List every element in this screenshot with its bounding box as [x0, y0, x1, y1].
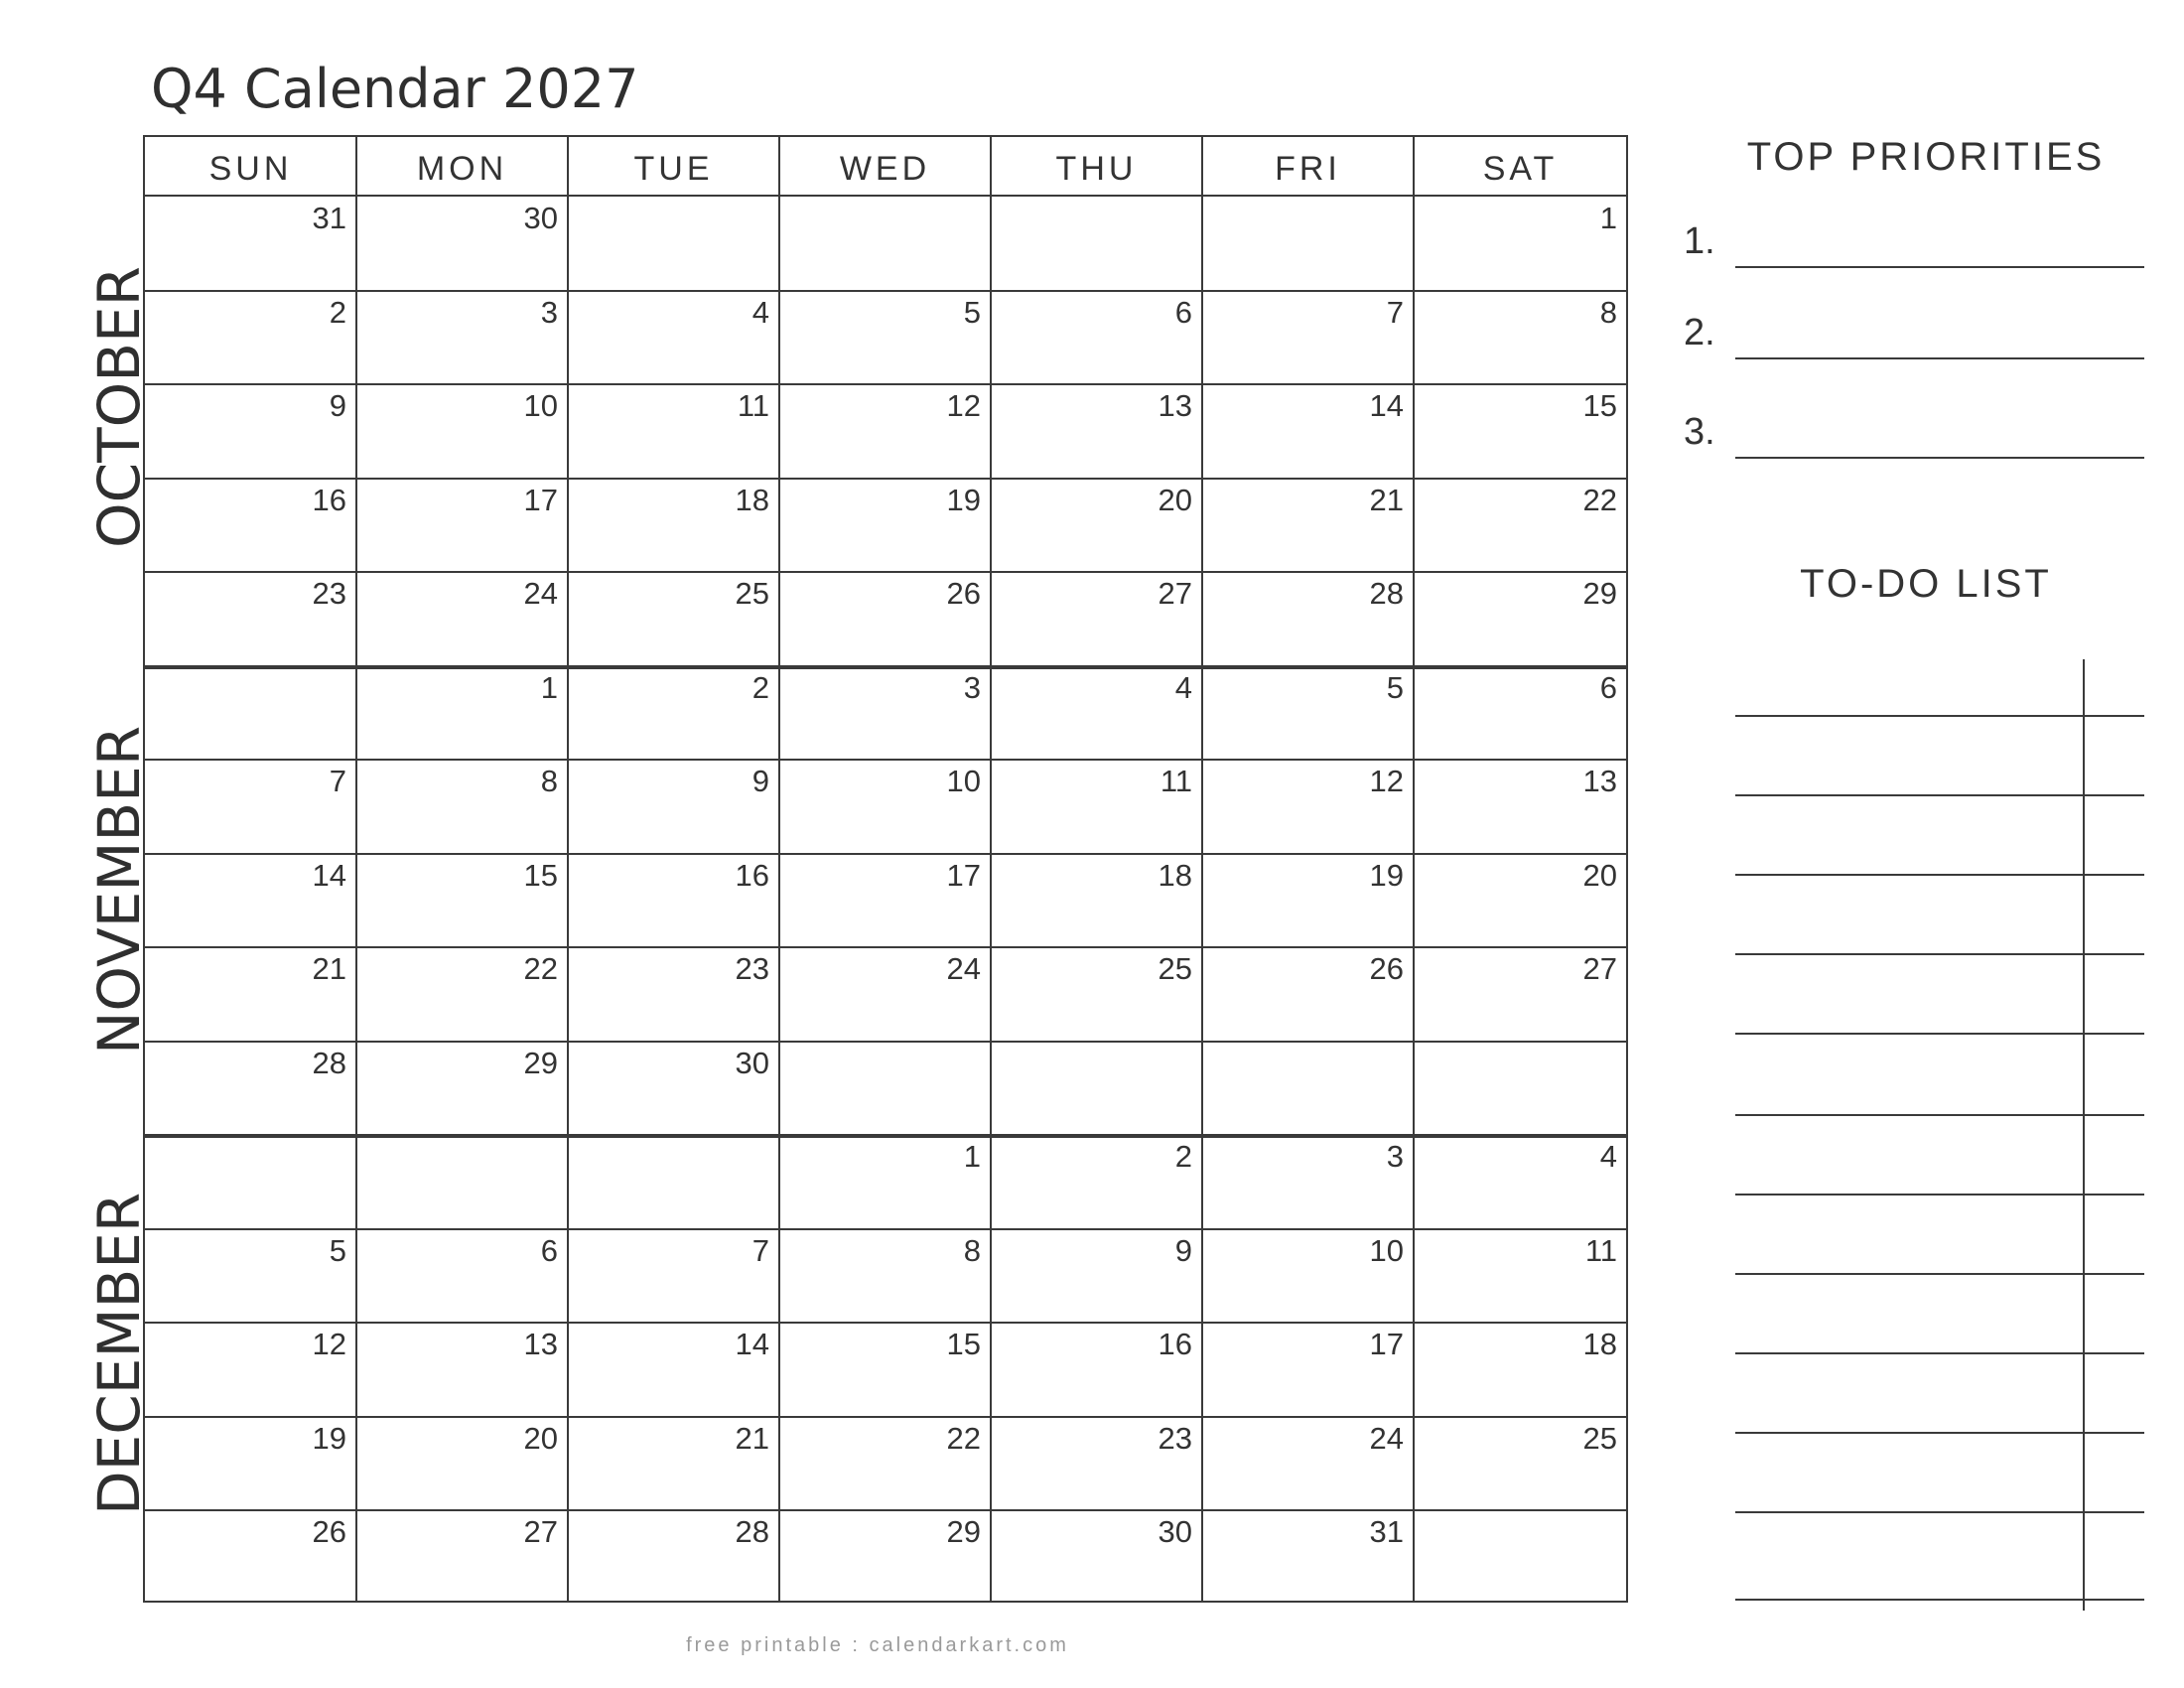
day-cell: 1 [1599, 201, 1617, 235]
day-cell: 30 [1158, 1514, 1192, 1549]
todo-item-line[interactable] [1735, 1114, 2144, 1116]
day-cell: 27 [523, 1514, 558, 1549]
day-cell: 16 [312, 482, 346, 517]
week-divider [145, 853, 1626, 855]
day-cell: 21 [735, 1420, 769, 1456]
day-cell: 19 [1369, 857, 1404, 893]
day-cell: 13 [523, 1327, 558, 1361]
day-cell: 10 [946, 764, 981, 798]
day-cell: 2 [751, 669, 769, 705]
todo-item-line[interactable] [1735, 1273, 2144, 1275]
day-cell: 17 [1369, 1327, 1404, 1361]
week-divider [145, 571, 1626, 573]
day-cell: 29 [1582, 576, 1617, 611]
weekday-header-wed: WED [839, 150, 931, 188]
column-divider [1413, 137, 1415, 1601]
day-cell: 7 [329, 764, 346, 798]
day-cell: 27 [1582, 951, 1617, 986]
week-divider [145, 290, 1626, 292]
week-divider [145, 1228, 1626, 1230]
day-cell: 1 [540, 669, 558, 705]
priority-number: 1. [1684, 220, 1715, 262]
weekday-header-mon: MON [416, 150, 508, 188]
day-cell: 15 [1582, 388, 1617, 423]
day-cell: 5 [1386, 669, 1404, 705]
day-cell: 8 [540, 764, 558, 798]
day-cell: 14 [735, 1327, 769, 1361]
day-cell: 29 [946, 1514, 981, 1549]
day-cell: 13 [1158, 388, 1192, 423]
day-cell: 18 [735, 482, 769, 517]
day-cell: 30 [735, 1045, 769, 1080]
day-cell: 14 [312, 857, 346, 893]
priority-number: 3. [1684, 411, 1715, 453]
day-cell: 24 [1369, 1420, 1404, 1456]
day-cell: 28 [312, 1045, 346, 1080]
day-cell: 24 [946, 951, 981, 986]
day-cell: 2 [1174, 1139, 1192, 1174]
day-cell: 11 [737, 388, 769, 423]
day-cell: 23 [1158, 1420, 1192, 1456]
week-divider [145, 383, 1626, 385]
day-cell: 24 [523, 576, 558, 611]
day-cell: 18 [1158, 857, 1192, 893]
day-cell: 12 [946, 388, 981, 423]
day-cell: 7 [1386, 294, 1404, 330]
week-divider [145, 478, 1626, 480]
day-cell: 16 [735, 857, 769, 893]
day-cell: 10 [523, 388, 558, 423]
todo-item-line[interactable] [1735, 1033, 2144, 1035]
week-divider [145, 759, 1626, 761]
column-divider [1201, 137, 1203, 1601]
top-priorities-title: TOP PRIORITIES [1746, 135, 2106, 179]
day-cell: 26 [946, 576, 981, 611]
day-cell: 3 [963, 669, 981, 705]
day-cell: 9 [329, 388, 346, 423]
day-cell: 6 [1174, 294, 1192, 330]
page-title: Q4 Calendar 2027 [151, 58, 639, 120]
todo-item-line[interactable] [1735, 1599, 2144, 1601]
day-cell: 30 [523, 201, 558, 235]
day-cell: 16 [1158, 1327, 1192, 1361]
day-cell: 23 [735, 951, 769, 986]
month-label-december: DECEMBER [85, 1192, 153, 1515]
day-cell: 10 [1369, 1232, 1404, 1268]
day-cell: 11 [1160, 764, 1192, 798]
day-cell: 19 [312, 1420, 346, 1456]
month-label-october: OCTOBER [85, 266, 153, 548]
day-cell: 4 [751, 294, 769, 330]
day-cell: 13 [1582, 764, 1617, 798]
week-divider [145, 1509, 1626, 1511]
column-divider [355, 137, 357, 1601]
todo-checkbox-column-line [2083, 659, 2085, 1611]
day-cell: 6 [540, 1232, 558, 1268]
day-cell: 25 [735, 576, 769, 611]
todo-list-title: TO-DO LIST [1800, 562, 2052, 606]
priority-input-line[interactable] [1735, 357, 2144, 359]
day-cell: 31 [312, 201, 346, 235]
todo-item-line[interactable] [1735, 1352, 2144, 1354]
day-cell: 22 [523, 951, 558, 986]
day-cell: 4 [1174, 669, 1192, 705]
day-cell: 26 [1369, 951, 1404, 986]
day-cell: 15 [946, 1327, 981, 1361]
calendar-grid [143, 135, 1628, 1603]
weekday-header-sun: SUN [208, 150, 293, 188]
day-cell: 5 [963, 294, 981, 330]
day-cell: 22 [946, 1420, 981, 1456]
day-cell: 8 [1599, 294, 1617, 330]
week-divider [145, 1041, 1626, 1043]
day-cell: 25 [1158, 951, 1192, 986]
day-cell: 8 [963, 1232, 981, 1268]
weekday-header-tue: TUE [633, 150, 714, 188]
day-cell: 20 [1582, 857, 1617, 893]
day-cell: 1 [963, 1139, 981, 1174]
todo-item-line[interactable] [1735, 715, 2144, 717]
day-cell: 9 [751, 764, 769, 798]
day-cell: 12 [1369, 764, 1404, 798]
todo-item-line[interactable] [1735, 953, 2144, 955]
day-cell: 31 [1369, 1514, 1404, 1549]
day-cell: 3 [540, 294, 558, 330]
week-divider [145, 946, 1626, 948]
day-cell: 25 [1582, 1420, 1617, 1456]
day-cell: 19 [946, 482, 981, 517]
month-divider [145, 665, 1626, 669]
day-cell: 9 [1174, 1232, 1192, 1268]
day-cell: 15 [523, 857, 558, 893]
day-cell: 28 [735, 1514, 769, 1549]
day-cell: 21 [1369, 482, 1404, 517]
weekday-header-fri: FRI [1275, 150, 1341, 188]
day-cell: 18 [1582, 1327, 1617, 1361]
day-cell: 4 [1599, 1139, 1617, 1174]
day-cell: 23 [312, 576, 346, 611]
day-cell: 2 [329, 294, 346, 330]
day-cell: 28 [1369, 576, 1404, 611]
day-cell: 17 [523, 482, 558, 517]
column-divider [567, 137, 569, 1601]
day-cell: 29 [523, 1045, 558, 1080]
column-divider [990, 137, 992, 1601]
day-cell: 20 [523, 1420, 558, 1456]
day-cell: 27 [1158, 576, 1192, 611]
day-cell: 17 [946, 857, 981, 893]
todo-item-line[interactable] [1735, 1432, 2144, 1434]
column-divider [778, 137, 780, 1601]
day-cell: 12 [312, 1327, 346, 1361]
priority-number: 2. [1684, 312, 1715, 353]
day-cell: 14 [1369, 388, 1404, 423]
day-cell: 6 [1599, 669, 1617, 705]
day-cell: 5 [329, 1232, 346, 1268]
todo-item-line[interactable] [1735, 1194, 2144, 1196]
todo-item-line[interactable] [1735, 1511, 2144, 1513]
footer-credit: free printable : calendarkart.com [686, 1634, 1069, 1656]
month-divider [145, 1134, 1626, 1138]
weekday-header-sat: SAT [1482, 150, 1559, 188]
todo-item-line[interactable] [1735, 794, 2144, 796]
day-cell: 20 [1158, 482, 1192, 517]
day-cell: 3 [1386, 1139, 1404, 1174]
day-cell: 21 [312, 951, 346, 986]
day-cell: 7 [751, 1232, 769, 1268]
month-label-november: NOVEMBER [85, 725, 153, 1055]
week-divider [145, 1322, 1626, 1324]
priority-input-line[interactable] [1735, 457, 2144, 459]
todo-item-line[interactable] [1735, 874, 2144, 876]
priority-input-line[interactable] [1735, 266, 2144, 268]
day-cell: 26 [312, 1514, 346, 1549]
weekday-header-row [145, 137, 1626, 197]
day-cell: 11 [1584, 1232, 1617, 1268]
week-divider [145, 1416, 1626, 1418]
day-cell: 22 [1582, 482, 1617, 517]
weekday-header-thu: THU [1055, 150, 1138, 188]
